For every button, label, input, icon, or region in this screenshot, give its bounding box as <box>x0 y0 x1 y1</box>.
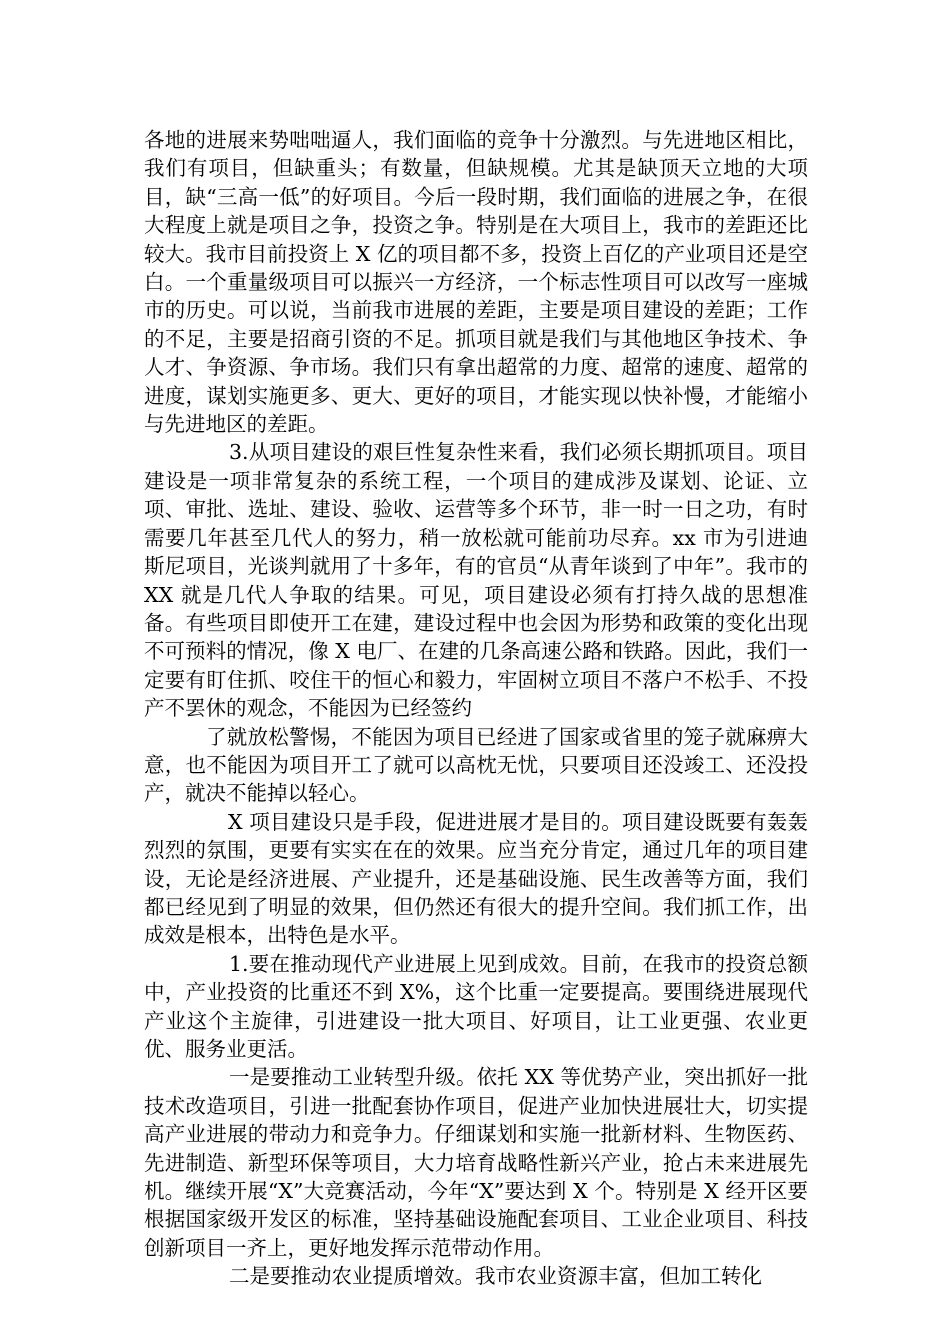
paragraph-4: X 项目建设只是手段，促进进展才是目的。项目建设既要有轰轰烈烈的氛围，更要有实实在在的效果。应当充分肯定，通过几年的项目建设，无论是经济进展、产业提升，还是基础设施、民生改善等方面，我们都已经见到了明显的效果，但仍然还有很大的提升空间。我们抓工作，出成效是根本，出特色是水平。 <box>144 809 808 948</box>
paragraph-6: 一是要推动工业转型升级。依托 XX 等优势产业，突出抓好一批技术改造项目，引进一批配套协作项目，促进产业加快进展壮大，切实提高产业进展的带动力和竞争力。仔细谋划和实施一批新材料、生物医药、先进制造、新型环保等项目，大力培育战略性新兴产业，抢占未来进展先机。继续开展“X”大竞赛活动，今年“X”要达到 X 个。特别是 X 经开区要根据国家级开发区的标准，坚持基础设施配套项目、工业企业项目、科技创新项目一齐上，更好地发挥示范带动作用。 <box>144 1065 808 1260</box>
paragraph-1: 各地的进展来势咄咄逼人，我们面临的竞争十分激烈。与先进地区相比，我们有项目，但缺重头；有数量，但缺规模。尤其是缺顶天立地的大项目，缺“三高一低”的好项目。今后一段时期，我们面临的进展之争，在很大程度上就是项目之争，投资之争。特别是在大项目上，我市的差距还比较大。我市目前投资上 X 亿的项目都不多，投资上百亿的产业项目还是空白。一个重量级项目可以振兴一方经济，一个标志性项目可以改写一座城市的历史。可以说，当前我市进展的差距，主要是项目建设的差距；工作的不足，主要是招商引资的不足。抓项目就是我们与其他地区争技术、争人才、争资源、争市场。我们只有拿出超常的力度、超常的速度、超常的进度，谋划实施更多、更大、更好的项目，才能实现以快补慢，才能缩小与先进地区的差距。 <box>144 128 808 437</box>
paragraph-3: 了就放松警惕，不能因为项目已经进了国家或省里的笼子就麻痹大意，也不能因为项目开工了就可以高枕无忧，只要项目还没竣工、还没投产，就决不能掉以轻心。 <box>144 724 808 806</box>
document-body <box>144 126 808 1291</box>
paragraph-5: 1.要在推动现代产业进展上见到成效。目前，在我市的投资总额中，产业投资的比重还不到 X%，这个比重一定要提高。要围绕进展现代产业这个主旋律，引进建设一批大项目、好项目，让工业更强、农业更优、服务业更活。 <box>144 951 808 1061</box>
paragraph-7: 二是要推动农业提质增效。我市农业资源丰富，但加工转化 <box>229 1264 762 1289</box>
paragraph-2: 3.从项目建设的艰巨性复杂性来看，我们必须长期抓项目。项目建设是一项非常复杂的系统工程，一个项目的建成涉及谋划、论证、立项、审批、选址、建设、验收、运营等多个环节，非一时一日之功，有时需要几年甚至几代人的努力，稍一放松就可能前功尽弃。xx 市为引进迪斯尼项目，光谈判就用了十多年，有的官员“从青年谈到了中年”。我市的 XX 就是几代人争取的结果。可见，项目建设必须有打持久战的思想准备。有些项目即使开工在建，建设过程中也会因为形势和政策的变化出现不可预料的情况，像 X 电厂、在建的几条高速公路和铁路。因此，我们一定要有盯住抓、咬住干的恒心和毅力，牢固树立项目不落户不松手、不投产不罢休的观念，不能因为已经签约 <box>144 440 808 721</box>
